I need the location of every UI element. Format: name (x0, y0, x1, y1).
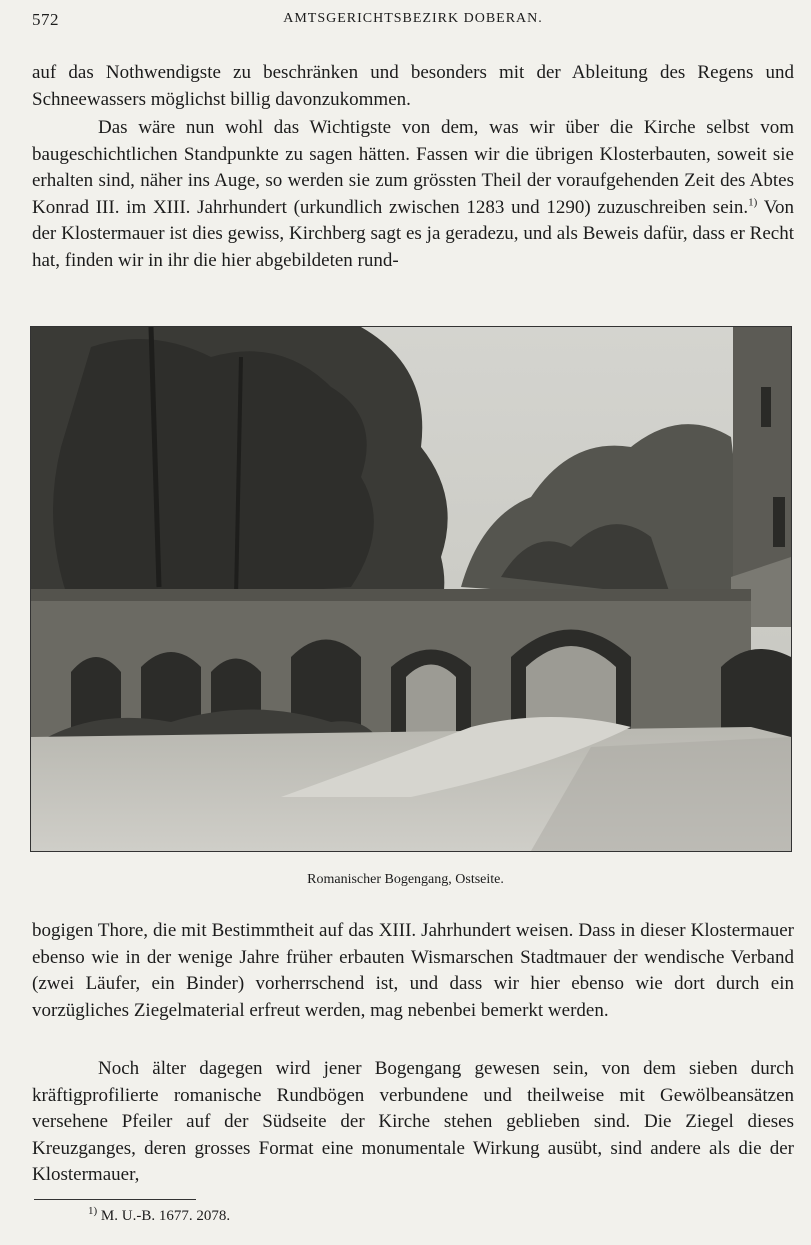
figure-caption: Romanischer Bogengang, Ostseite. (307, 872, 504, 887)
cloister-arcade-photo (31, 327, 791, 851)
paragraph-2-main: Das wäre nun wohl das Wichtigste von dem, was wir über die Kirche selbst vom baugeschichtlichen Standpunkte zu sagen hätten. Fassen wir die übrigen Klosterbauten, soweit sie erhalten sind, näher ins Auge, so werden sie zum grössten Theil der voraufgehenden Zeit des Abtes Konrad III. im XIII. Jahrhundert (urkundlich zwischen 1283 und 1290) zuzuschreiben sein. (32, 117, 794, 218)
figure-photograph (30, 326, 792, 852)
page-header (32, 10, 794, 34)
footnote-divider (34, 1199, 196, 1200)
footnote (88, 1205, 231, 1225)
page-number: 572 (32, 10, 59, 29)
paragraph-2-tail: Von der Klostermauer ist dies gewiss, Kirchberg sagt es ja geradezu, und als Beweis dafür, dass er Recht hat, finden wir in ihr die hier abgebildeten rund- (32, 196, 794, 271)
running-title: AMTSGERICHTSBEZIRK DOBERAN. (283, 11, 543, 26)
footnote-reference: 1) (748, 196, 758, 209)
footnote-mark: 1) (88, 1205, 98, 1217)
paragraph-4: Noch älter dagegen wird jener Bogengang gewesen sein, von dem sieben durch kräftigprofilierte romanische Rundbögen verbundene und theilweise mit Gewölbeansätzen versehene Pfeiler auf der Südseite der Kirche stehen geblieben sind. Die Ziegel dieses Kreuzganges, deren grosses Format eine monumentale Wirkung ausübt, sind andere als die der Klostermauer, (32, 1058, 794, 1185)
paragraph-2 (32, 115, 794, 274)
paragraph-3: bogigen Thore, die mit Bestimmtheit auf das XIII. Jahrhundert weisen. Dass in dieser Klostermauer ebenso wie in der wenige Jahre früher erbauten Wismarschen Stadtmauer der wendische Verband (zwei Läufer, ein Binder) vorherrschend ist, und dass wir hier ebenso wie dort durch ein vorzügliches Ziegelmaterial erfreut werden, mag nebenbei bemerkt werden. (32, 920, 794, 1021)
footnote-text: M. U.-B. 1677. 2078. (97, 1208, 231, 1224)
paragraph-1: auf das Nothwendigste zu beschränken und besonders mit der Ableitung des Regens und Schneewassers möglichst billig davonzukommen. (32, 62, 794, 110)
